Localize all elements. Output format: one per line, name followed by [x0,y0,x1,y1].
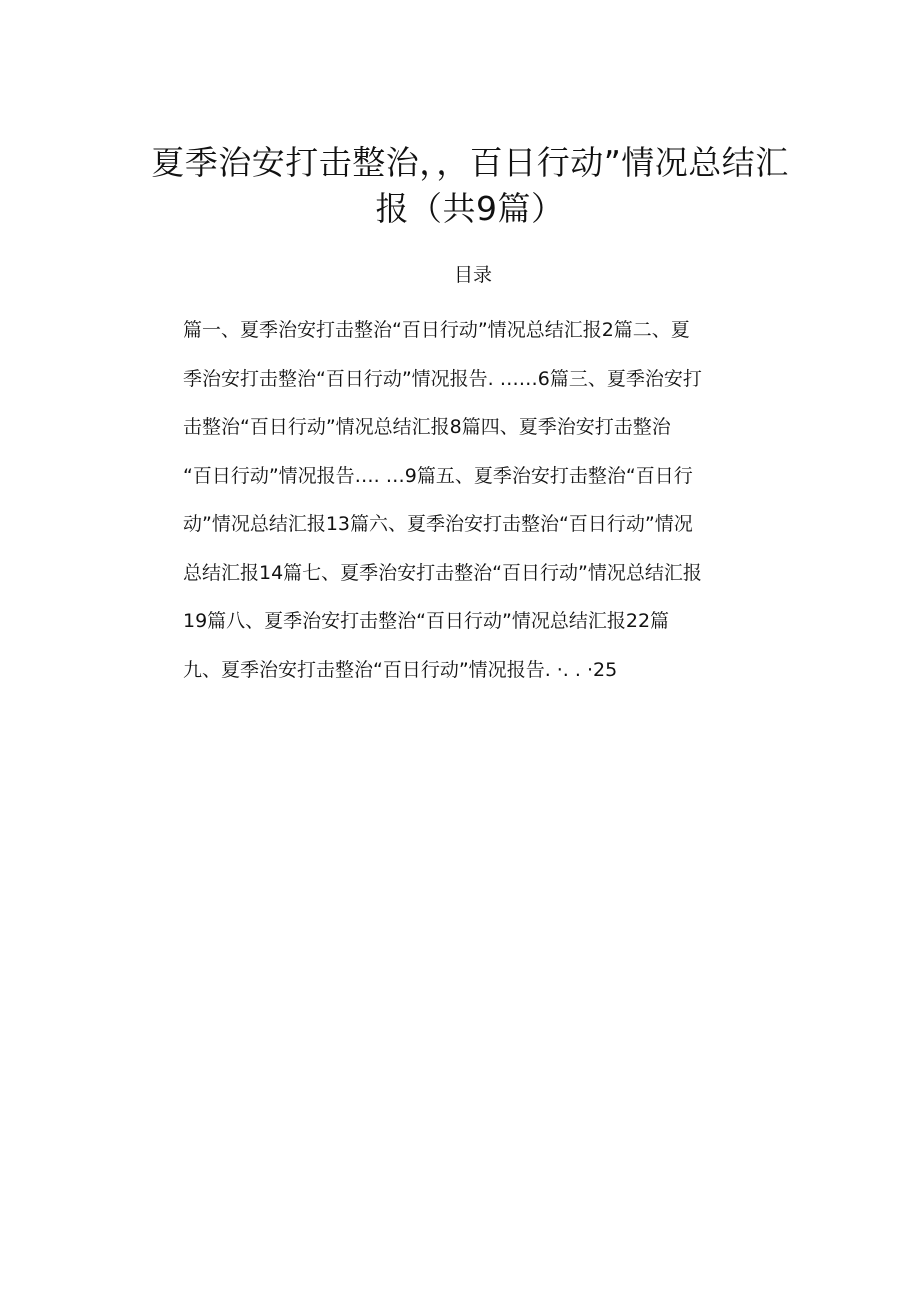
document-title [150,140,790,232]
toc-line: “百日行动”情况报告…. …9篇五、夏季治安打击整治“百日行 [183,464,693,487]
toc-line: 19篇八、夏季治安打击整治“百日行动”情况总结汇报22篇 [183,610,670,632]
document-title-line-1: 夏季治安打击整治，，百日行动”情况总结汇 [151,143,789,182]
toc-line: 篇一、夏季治安打击整治“百日行动”情况总结汇报2篇二、夏 [183,319,690,341]
toc-line: 总结汇报14篇七、夏季治安打击整治“百日行动”情况总结汇报 [183,561,702,584]
toc-line: 九、夏季治安打击整治“百日行动”情况报告. ·. . ·25 [183,658,618,681]
toc-line: 动”情况总结汇报13篇六、夏季治安打击整治“百日行动”情况 [183,513,693,535]
toc-line: 击整治“百日行动”情况总结汇报8篇四、夏季治安打击整治 [183,416,671,438]
toc-heading: 目录 [453,264,492,286]
toc-line: 季治安打击整治“百日行动”情况报告. ……6篇三、夏季治安打 [183,367,702,390]
table-of-contents [183,306,795,694]
document-title-line-2: 报（共9篇） [375,189,565,228]
